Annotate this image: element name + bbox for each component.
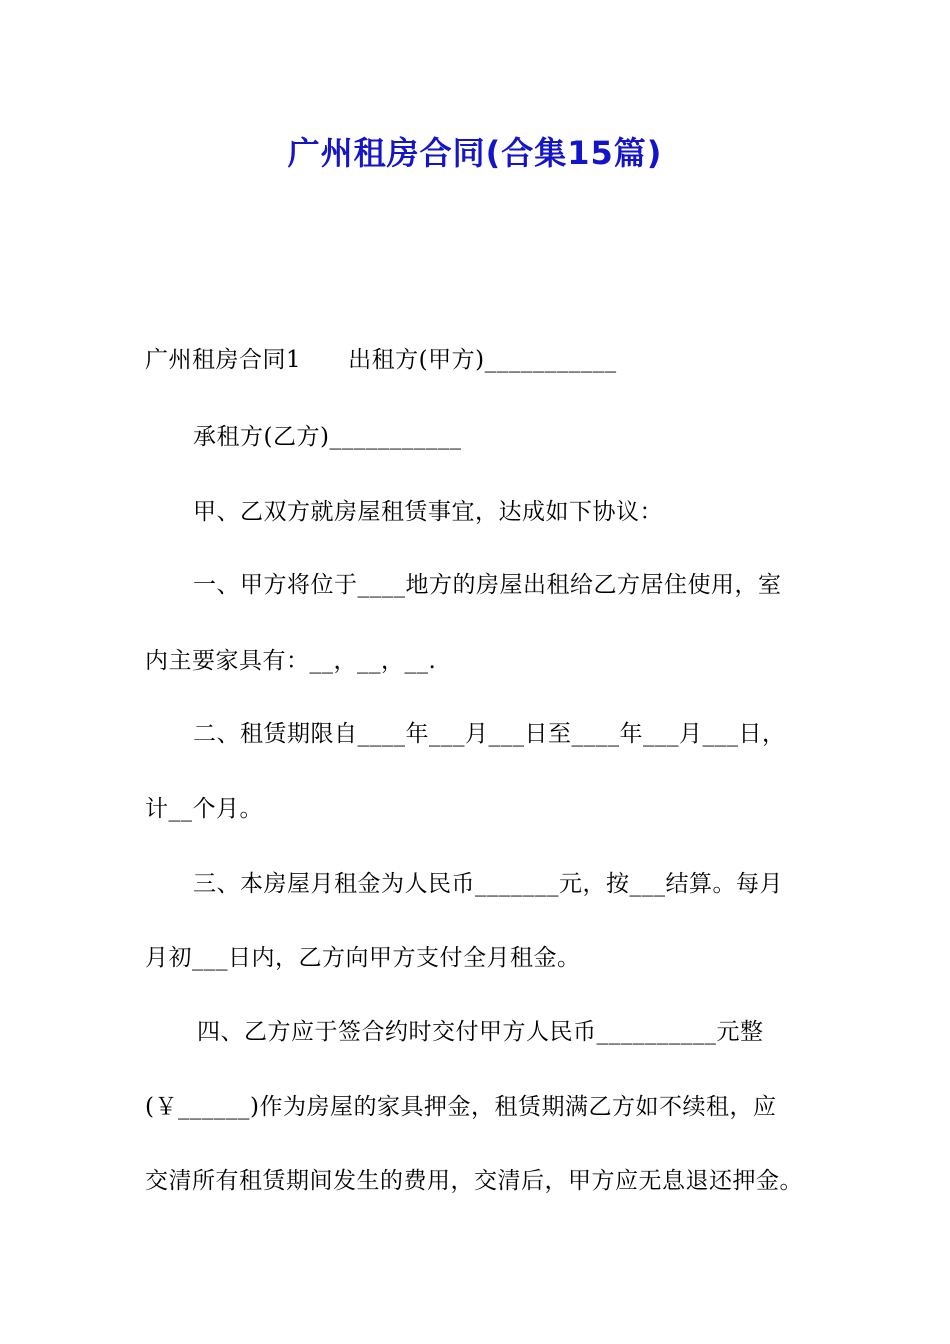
clause-4-line-3: 交清所有租赁期间发生的费用，交清后，甲方应无息退还押金。 [145,1168,803,1194]
contract-heading-landlord: 广州租房合同1 出租方(甲方)___________ [145,347,617,373]
tenant-line: 承租方(乙方)___________ [193,424,462,450]
clause-1-line-1: 一、甲方将位于____地方的房屋出租给乙方居住使用，室 [193,572,782,598]
clause-2-line-1: 二、租赁期限自____年___月___日至____年___月___日， [193,721,786,747]
clause-4-line-2: (￥______)作为房屋的家具押金，租赁期满乙方如不续租，应 [145,1094,777,1120]
clause-2-line-2: 计__个月。 [145,796,263,822]
clause-4-line-1: 四、乙方应于签合约时交付甲方人民币__________元整 [197,1019,764,1045]
document-title: 广州租房合同(合集15篇) [287,134,663,172]
agreement-intro: 甲、乙双方就房屋租赁事宜，达成如下协议： [193,499,663,525]
clause-3-line-1: 三、本房屋月租金为人民币_______元，按___结算。每月 [193,871,783,897]
clause-3-line-2: 月初___日内，乙方向甲方支付全月租金。 [145,945,581,971]
clause-1-line-2: 内主要家具有：__，__，__. [145,648,437,674]
